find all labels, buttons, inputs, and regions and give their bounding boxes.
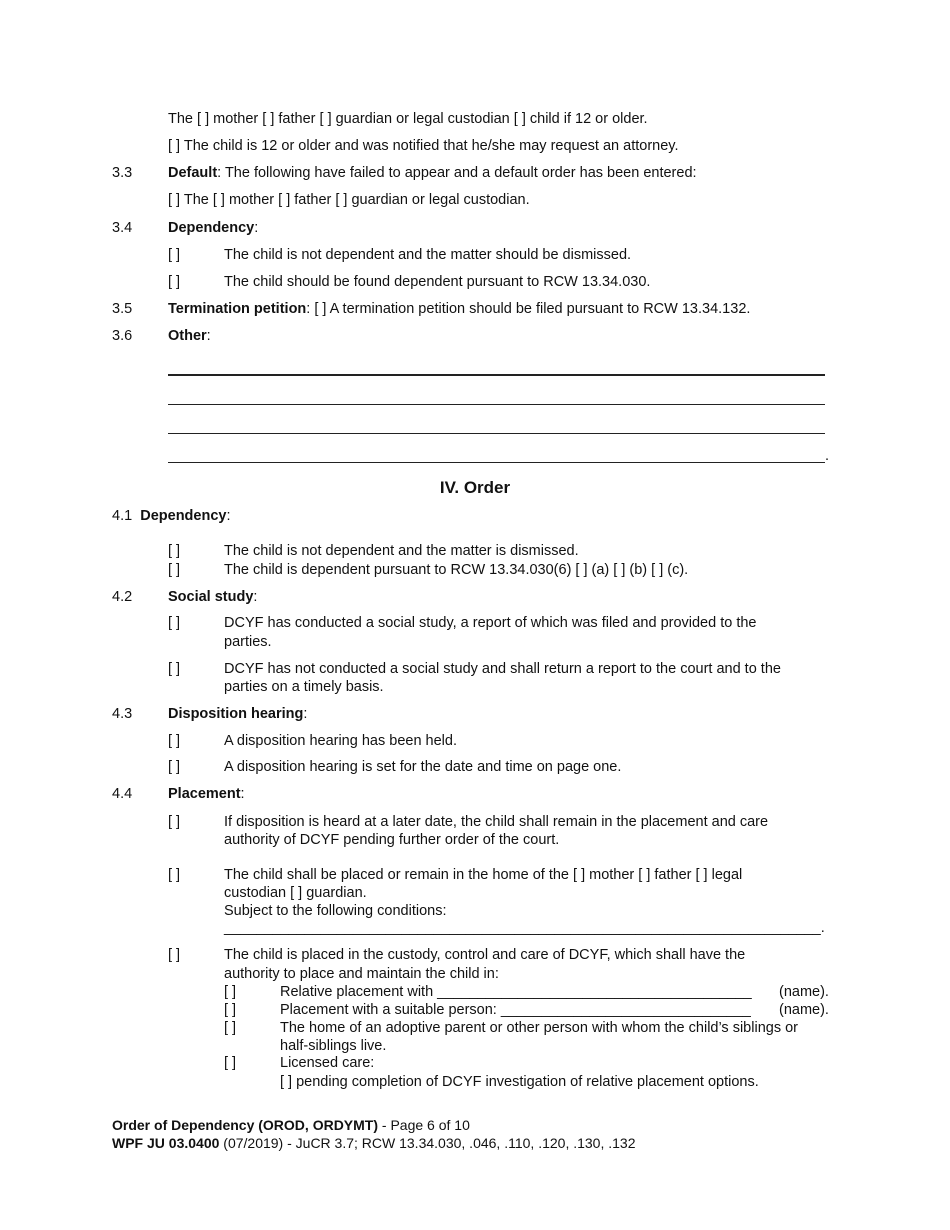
footer-form-id: WPF JU 03.0400 (07/2019) - JuCR 3.7; RCW 13.34.030, .046, .110, .120, .130, .132 bbox=[112, 1135, 636, 1151]
option-text: authority of DCYF pending further order of the court. bbox=[224, 832, 560, 848]
option-text: The child is not dependent and the matter is dismissed. bbox=[224, 543, 579, 559]
parents-notified-line: The [ ] mother [ ] father [ ] guardian or legal custodian [ ] child if 12 or older. bbox=[168, 111, 648, 127]
section-heading: IV. Order bbox=[439, 478, 511, 497]
option-text: parties on a timely basis. bbox=[224, 679, 384, 695]
blank-line[interactable] bbox=[168, 433, 825, 434]
disposition-hearing: Disposition hearing: bbox=[168, 706, 308, 722]
option-text: DCYF has not conducted a social study and shall return a report to the court and to the bbox=[224, 661, 781, 677]
checkbox[interactable]: [ ] bbox=[168, 562, 181, 578]
placement: Placement: bbox=[168, 786, 245, 802]
checkbox[interactable]: [ ] bbox=[168, 947, 181, 963]
checkbox[interactable]: [ ] bbox=[168, 867, 181, 883]
checkbox[interactable]: [ ] bbox=[168, 274, 181, 290]
section-number: 3.5 bbox=[112, 301, 133, 317]
social-study: Social study: bbox=[168, 589, 258, 605]
option-text: DCYF has conducted a social study, a report of which was filed and provided to the bbox=[224, 615, 757, 631]
pending-option: [ ] pending completion of DCYF investigation of relative placement options. bbox=[280, 1074, 759, 1090]
sub-option-text: Licensed care: bbox=[280, 1055, 375, 1071]
child12-line: [ ] The child is 12 or older and was notified that he/she may request an attorney. bbox=[168, 138, 679, 154]
checkbox[interactable]: [ ] bbox=[224, 984, 237, 1000]
section-number: 3.3 bbox=[112, 165, 133, 181]
other-finding: Other: bbox=[168, 328, 211, 344]
default-option: [ ] The [ ] mother [ ] father [ ] guardian or legal custodian. bbox=[168, 192, 530, 208]
section-number: 4.3 bbox=[112, 706, 133, 722]
option-text: The child is not dependent and the matter should be dismissed. bbox=[224, 247, 632, 263]
sub-option-text: half-siblings live. bbox=[280, 1038, 387, 1054]
blank-line[interactable] bbox=[168, 404, 825, 405]
checkbox[interactable]: [ ] bbox=[168, 661, 181, 677]
option-text: The child is dependent pursuant to RCW 13.34.030(6) [ ] (a) [ ] (b) [ ] (c). bbox=[224, 562, 689, 578]
conditions-blank[interactable]: __________________________________________________________________________. bbox=[224, 920, 825, 936]
footer-title: Order of Dependency (OROD, ORDYMT) - Page 6 of 10 bbox=[112, 1117, 470, 1133]
option-text: The child shall be placed or remain in the home of the [ ] mother [ ] father [ ] legal bbox=[224, 867, 743, 883]
name-suffix: (name). bbox=[779, 984, 829, 1000]
section-number: 4.4 bbox=[112, 786, 133, 802]
sub-option-text: Relative placement with _______________________________________ bbox=[280, 984, 752, 1000]
name-suffix: (name). bbox=[779, 1002, 829, 1018]
checkbox[interactable]: [ ] bbox=[224, 1055, 237, 1071]
termination-finding: Termination petition: [ ] A termination petition should be filed pursuant to RCW 13.34.132. bbox=[168, 301, 751, 317]
checkbox[interactable]: [ ] bbox=[168, 733, 181, 749]
section-label: Default bbox=[168, 165, 218, 181]
option-text: If disposition is heard at a later date, the child shall remain in the placement and care bbox=[224, 814, 769, 830]
checkbox[interactable]: [ ] bbox=[224, 1020, 237, 1036]
dependency-finding: Dependency: bbox=[168, 220, 259, 236]
option-text: A disposition hearing has been held. bbox=[224, 733, 457, 749]
line-end-period: . bbox=[825, 448, 830, 464]
option-text: The child should be found dependent pursuant to RCW 13.34.030. bbox=[224, 274, 651, 290]
default-finding: Default: The following have failed to appear and a default order has been entered: bbox=[168, 165, 697, 181]
blank-line[interactable] bbox=[168, 374, 825, 376]
option-text: The child is placed in the custody, control and care of DCYF, which shall have the bbox=[224, 947, 746, 963]
checkbox[interactable]: [ ] bbox=[168, 814, 181, 830]
section-number: 3.4 bbox=[112, 220, 133, 236]
sub-option-text: The home of an adoptive parent or other person with whom the child’s siblings or bbox=[280, 1020, 798, 1036]
checkbox[interactable]: [ ] bbox=[168, 615, 181, 631]
section-number: 3.6 bbox=[112, 328, 133, 344]
option-text: parties. bbox=[224, 634, 272, 650]
checkbox[interactable]: [ ] bbox=[168, 759, 181, 775]
option-text: A disposition hearing is set for the date and time on page one. bbox=[224, 759, 622, 775]
sub-option-text: Placement with a suitable person: _______________________________ bbox=[280, 1002, 751, 1018]
option-text: Subject to the following conditions: bbox=[224, 903, 447, 919]
blank-line[interactable] bbox=[168, 462, 825, 463]
option-text: authority to place and maintain the child in: bbox=[224, 966, 499, 982]
section-number: 4.2 bbox=[112, 589, 133, 605]
option-text: custodian [ ] guardian. bbox=[224, 885, 367, 901]
checkbox[interactable]: [ ] bbox=[224, 1002, 237, 1018]
order-dependency: 4.1 Dependency: bbox=[112, 508, 231, 524]
checkbox[interactable]: [ ] bbox=[168, 247, 181, 263]
checkbox[interactable]: [ ] bbox=[168, 543, 181, 559]
